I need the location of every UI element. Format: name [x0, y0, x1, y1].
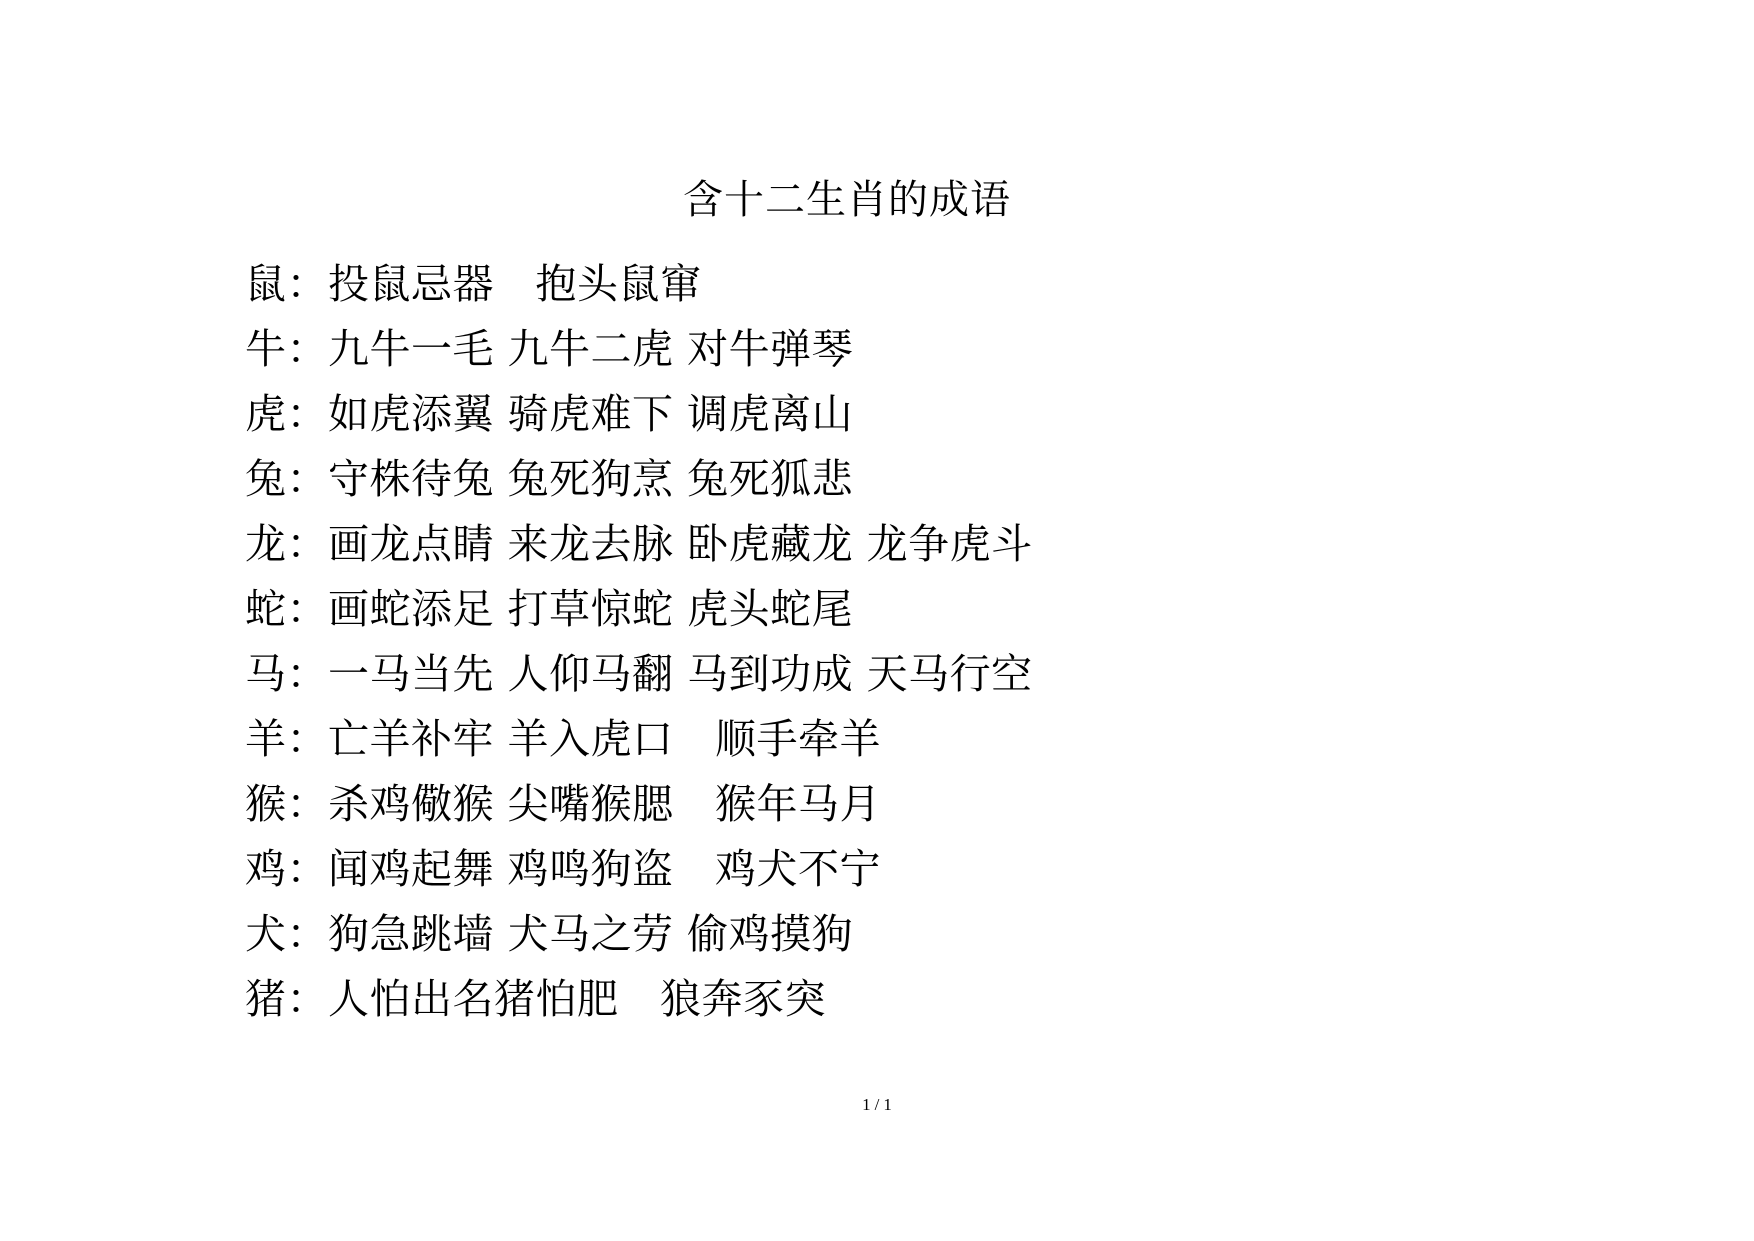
- page-title-text: 含十二生肖的成语: [683, 177, 1011, 223]
- idiom-list: [245, 252, 1645, 1032]
- list-item: 鸡：闻鸡起舞 鸡鸣狗盗 鸡犬不宁: [245, 845, 882, 893]
- list-item: 牛：九牛一毛 九牛二虎 对牛弹琴: [245, 325, 854, 373]
- list-item: 蛇：画蛇添足 打草惊蛇 虎头蛇尾: [245, 585, 854, 633]
- list-item: 猴：杀鸡儆猴 尖嘴猴腮 猴年马月: [245, 780, 882, 828]
- page-title: [0, 178, 1754, 222]
- footer-total-pages: 1: [883, 1095, 892, 1114]
- list-item: 犬：狗急跳墙 犬马之劳 偷鸡摸狗: [245, 910, 854, 958]
- list-item: 鼠：投鼠忌器 抱头鼠窜: [245, 260, 702, 308]
- footer-current-page: 1: [862, 1095, 871, 1114]
- footer-separator: /: [874, 1095, 880, 1114]
- list-item: 龙：画龙点睛 来龙去脉 卧虎藏龙 龙争虎斗: [245, 520, 1033, 568]
- list-item: 猪：人怕出名猪怕肥 狼奔豕突: [245, 975, 826, 1023]
- list-item: 虎：如虎添翼 骑虎难下 调虎离山: [245, 390, 854, 438]
- list-item: 羊：亡羊补牢 羊入虎口 顺手牵羊: [245, 715, 882, 763]
- list-item: 兔：守株待兔 兔死狗烹 兔死狐悲: [245, 455, 854, 503]
- page-footer: [0, 1095, 1754, 1115]
- list-item: 马：一马当先 人仰马翻 马到功成 天马行空: [245, 650, 1033, 698]
